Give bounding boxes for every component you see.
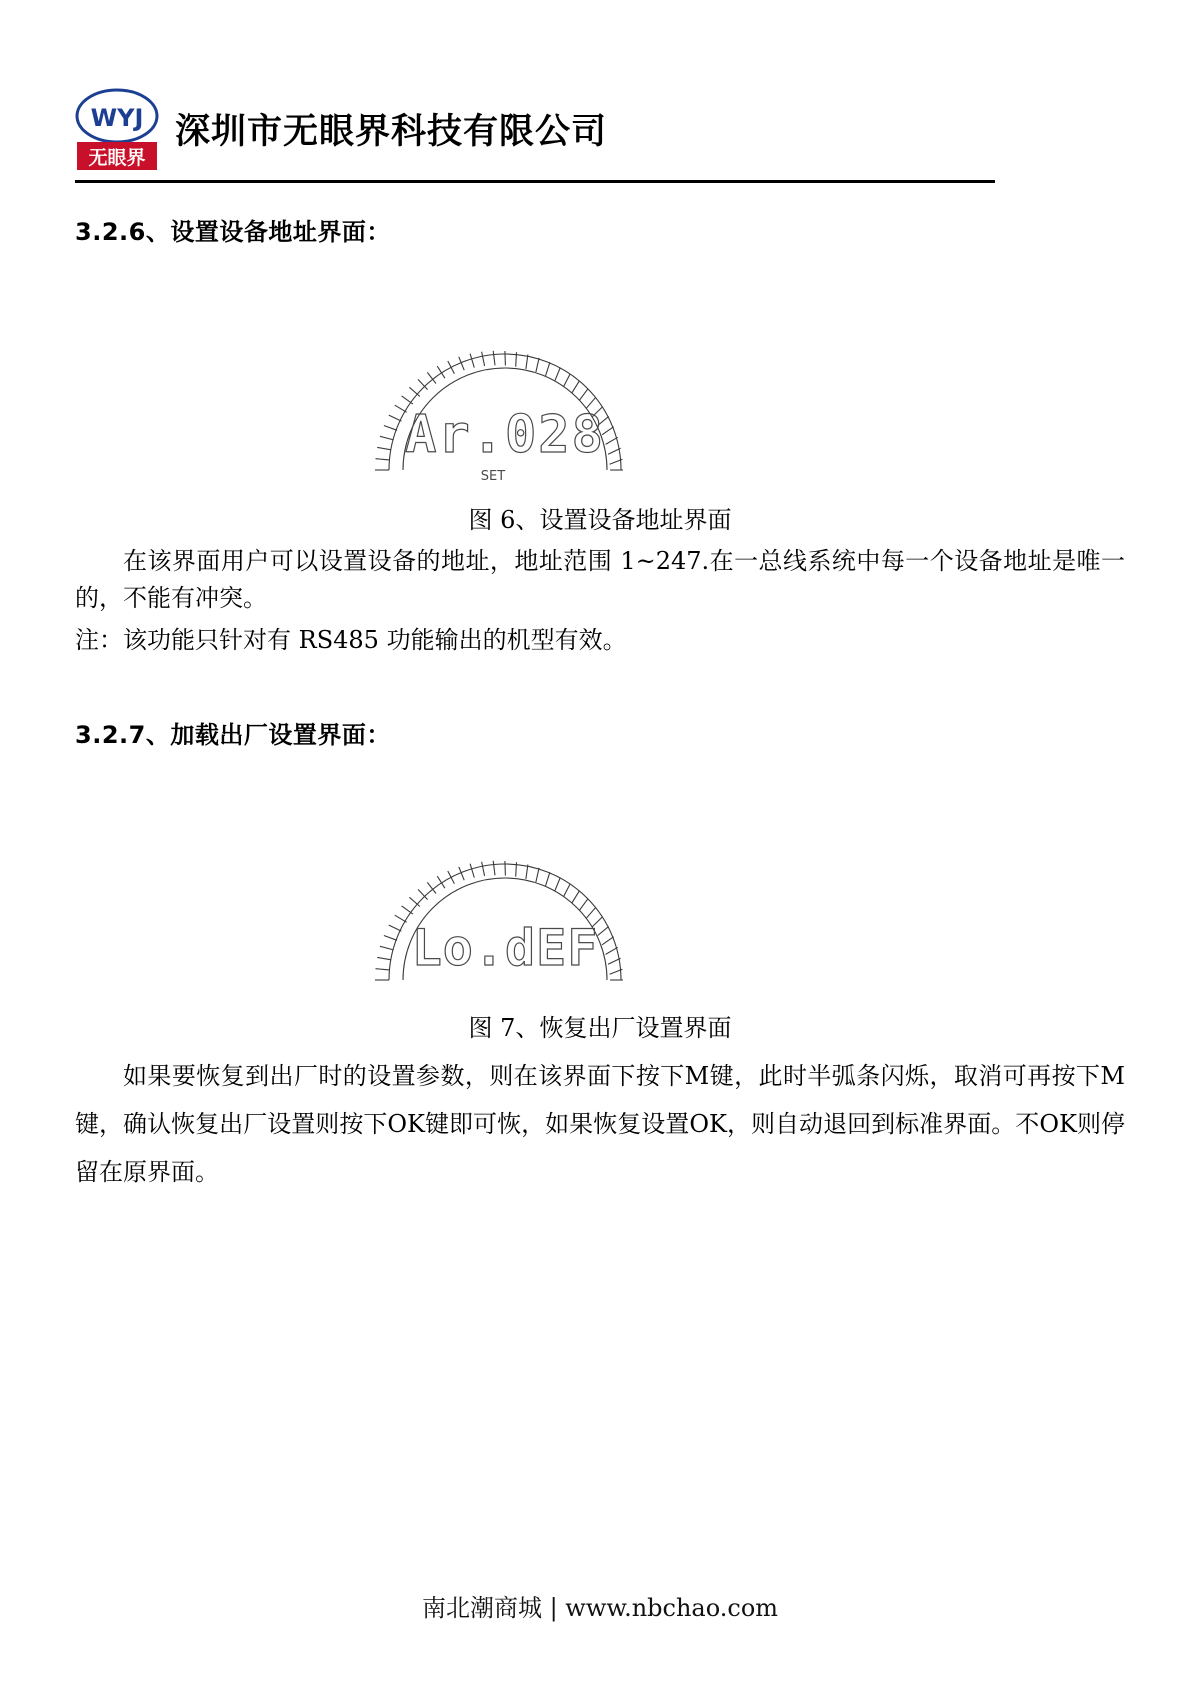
figure-caption-6: 图 6、设置设备地址界面 (468, 506, 732, 534)
meter-display-figure-7 (375, 810, 635, 1000)
section-heading-327: 3.2.7、加载出厂设置界面： (75, 721, 391, 749)
meter-sublabel-figure-6: SET (480, 469, 506, 484)
meter-value-figure-7: Lo.dEF (411, 919, 599, 977)
company-logo-icon (75, 88, 159, 172)
paragraph-326-1: 在该界面用户可以设置设备的地址，地址范围 1~247.在一总线系统中每一个设备地址是唯一的，不能有冲突。 (75, 547, 1125, 613)
figure-caption-7: 图 7、恢复出厂设置界面 (468, 1014, 732, 1042)
svg-text:WYJ: WYJ (90, 104, 144, 132)
paragraph-327-1: 如果要恢复到出厂时的设置参数，则在该界面下按下M键，此时半弧条闪烁，取消可再按下M键，确认恢复出厂设置则按下OK键即可恢，如果恢复设置OK，则自动退回到标准界面。不OK则停留在原界面。 (75, 1062, 1125, 1186)
company-name: 深圳市无眼界科技有限公司 (175, 112, 608, 152)
page-footer: 南北潮商城 | www.nbchao.com (421, 1594, 779, 1622)
header-divider (75, 180, 995, 183)
meter-display-figure-6 (375, 300, 635, 490)
svg-text:无眼界: 无眼界 (88, 147, 146, 169)
meter-value-figure-6: Ar.028 (405, 405, 605, 465)
paragraph-326-note: 注：该功能只针对有 RS485 功能输出的机型有效。 (75, 626, 627, 654)
section-heading-326: 3.2.6、设置设备地址界面： (75, 218, 391, 246)
page-header (75, 88, 1125, 184)
